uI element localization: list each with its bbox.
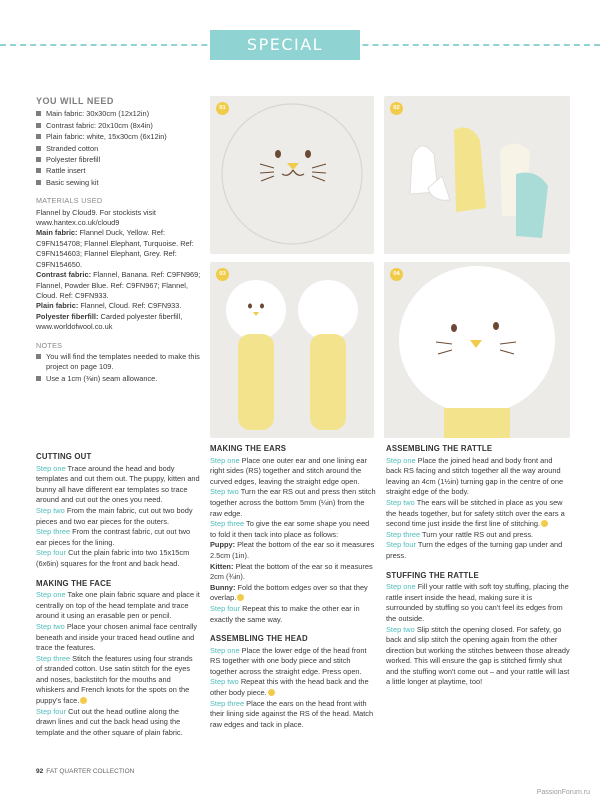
fiberfill-label: Polyester fiberfill:	[36, 311, 99, 321]
step-number-badge: 02	[390, 102, 403, 115]
cutting-step: Step four Cut the plain fabric into two 15x15cm (6x6in) squares for the front and back head.	[36, 548, 190, 568]
face-step: Step one Take one plain fabric square and place it centrally on top of the head template and trace around it using an erasable pen or pencil.	[36, 590, 200, 621]
stuffing-step: Step one Fill your rattle with soft toy stuffing, placing the rattle insert inside the head, making sure it is surrounded by stuffing so you can't feel its edges from the outside.	[386, 582, 569, 623]
ears-step: Step three To give the ear some shape you need to fold it then tack into place as follows:	[210, 519, 370, 539]
kitten-ear-note: Kitten: Pleat the bottom of the ear so it measures 2cm (¾in).	[210, 561, 373, 582]
rattle-step: Step four Turn the edges of the turning gap under and press.	[386, 540, 563, 560]
rattle-step: Step three Turn your rattle RS out and press.	[386, 529, 534, 539]
rattle-step: Step two The ears will be stitched in place as you sew the heads together, but for safety stitch over the ears a second time just inside the first line of stitching.	[386, 497, 565, 529]
step-photo-1	[210, 96, 374, 254]
fabric-ears-illustration	[384, 96, 570, 254]
step-number-badge: 01	[216, 102, 229, 115]
need-list	[36, 109, 206, 188]
head-step: Step one Place the lower edge of the head front RS together with one body piece and stitch together across the straight edge. Press open.	[210, 645, 367, 676]
list-item: You will find the templates needed to make this project on page 109.	[36, 352, 206, 373]
main-fabric-text: Flannel Duck, Yellow. Ref: C9FN154708; Flannel Elephant, Turquoise. Ref: C9FN154603; Flannel Elephant, Grey. Ref: C9FN154650.	[36, 228, 194, 269]
cutting-step: Step three From the contrast fabric, cut out two ear pieces for the lining.	[36, 527, 191, 547]
you-will-need-heading: YOU WILL NEED	[36, 96, 114, 106]
step-photo-3	[210, 262, 374, 438]
materials-intro: Flannel by Cloud9. For stockists visit www.hantex.co.uk/cloud9	[36, 207, 156, 228]
main-fabric-label: Main fabric:	[36, 228, 78, 238]
list-item: Plain fabric: white, 15x30cm (6x12in)	[36, 132, 206, 142]
ears-step: Step one Place one outer ear and one lining ear right sides (RS) together and stitch around the curved edges, leaving the straight edge open.	[210, 455, 367, 486]
section-banner	[0, 30, 600, 84]
materials-used-heading: MATERIALS USED	[36, 196, 103, 206]
publication-title: FAT QUARTER COLLECTION	[46, 768, 135, 775]
cutting-step: Step two From the main fabric, cut out two body pieces and two ear pieces for the outers.	[36, 505, 193, 526]
face-step: Step four Cut out the head outline along the drawn lines and cut the back head using the template and the other square of plain fabric.	[36, 706, 183, 737]
plain-fabric-label: Plain fabric:	[36, 301, 79, 311]
ears-step: Step two Turn the ear RS out and press then stitch together across the bottom 5mm (¼in) from the raw edge.	[210, 487, 376, 518]
stuffing-the-rattle-heading: STUFFING THE RATTLE	[386, 570, 479, 580]
head-step: Step two Repeat this with the head back and the other body piece.	[210, 677, 369, 698]
materials-column	[36, 96, 206, 385]
materials-text	[36, 208, 206, 333]
page-footer	[36, 768, 134, 775]
list-item: Main fabric: 30x30cm (12x12in)	[36, 109, 206, 119]
assembling-the-head-heading: ASSEMBLING THE HEAD	[210, 634, 308, 644]
list-item: Basic sewing kit	[36, 178, 206, 188]
step-number-badge: 03	[216, 268, 229, 281]
head-and-body-pieces-illustration	[210, 262, 374, 438]
smiley-icon	[80, 697, 87, 704]
making-the-face-heading: MAKING THE FACE	[36, 578, 112, 588]
smiley-icon	[237, 594, 244, 601]
smiley-icon	[541, 520, 548, 527]
smiley-icon	[268, 689, 275, 696]
assembling-the-rattle-heading: ASSEMBLING THE RATTLE	[386, 444, 493, 453]
kitten-face-tracing-illustration	[210, 96, 374, 254]
cutting-and-face-column	[36, 452, 200, 738]
banner-title: SPECIAL OCCASIONS	[210, 30, 360, 60]
list-item: Use a 1cm (⅜in) seam allowance.	[36, 374, 206, 384]
plain-fabric-text: Flannel, Cloud. Ref: C9FN933.	[80, 301, 182, 311]
step-photo-4	[384, 262, 570, 438]
ears-step: Step four Repeat this to make the other ear in exactly the same way.	[210, 603, 360, 624]
contrast-fabric-text: Flannel, Banana. Ref: C9FN969; Flannel, Powder Blue. Ref: C9FN967; Flannel, Cloud. Ref: C9FN933.	[36, 270, 201, 300]
list-item: Contrast fabric: 20x10cm (8x4in)	[36, 121, 206, 131]
rattle-column	[386, 444, 570, 688]
step-photo-2	[384, 96, 570, 254]
cutting-out-heading: CUTTING OUT	[36, 452, 92, 461]
head-step: Step three Place the ears on the head front with their lining side against the RS of the head. Match raw edges and tack in place.	[210, 698, 374, 729]
face-step: Step two Place your chosen animal face centrally beneath and inside your traced head outline and trace the features.	[36, 621, 198, 653]
list-item: Rattle insert	[36, 166, 206, 176]
ears-and-head-column	[210, 444, 376, 730]
assembled-rattle-illustration	[384, 262, 570, 438]
puppy-ear-note: Puppy: Pleat the bottom of the ear so it measures 2.5cm (1in).	[210, 540, 375, 560]
making-the-ears-heading: MAKING THE EARS	[210, 444, 287, 453]
list-item: Polyester fibrefill	[36, 155, 206, 165]
page-number: 92	[36, 768, 44, 775]
step-number-badge: 04	[390, 268, 403, 281]
cutting-step: Step one Trace around the head and body templates and cut them out. The puppy, kitten and bunny all have different ear templates so trace around and cut out the ones you need.	[36, 463, 200, 505]
bunny-ear-note: Bunny: Fold the bottom edges over so that they overlap.	[210, 582, 368, 603]
fiberfill-text: Carded polyester fiberfill, www.worldofwool.co.uk	[36, 311, 183, 332]
contrast-fabric-label: Contrast fabric:	[36, 270, 92, 280]
watermark-credit: PassionForum.ru	[536, 789, 590, 796]
face-step: Step three Stitch the features using four strands of stranded cotton. Use satin stitch for the eyes and noses, backstitch for the mouths and whiskers and French knots for the spots on the puppy's face.	[36, 653, 193, 706]
notes-heading: NOTES	[36, 340, 63, 350]
list-item: Stranded cotton	[36, 144, 206, 154]
stuffing-step: Step two Slip stitch the opening closed. For safety, go back and slip stitch the opening again from the other direction but working the stitches between those already worked. This will ensure the gap is stitched firmly shut and the stuffing won't come out – and your rattle will last a little longer at playtime, too!	[386, 624, 570, 687]
rattle-step: Step one Place the joined head and body front and back RS facing and stitch together all the way around leaving an 4cm (1½in) turning gap in the centre of one straight edge of the body.	[386, 455, 564, 497]
notes-list	[36, 352, 206, 384]
